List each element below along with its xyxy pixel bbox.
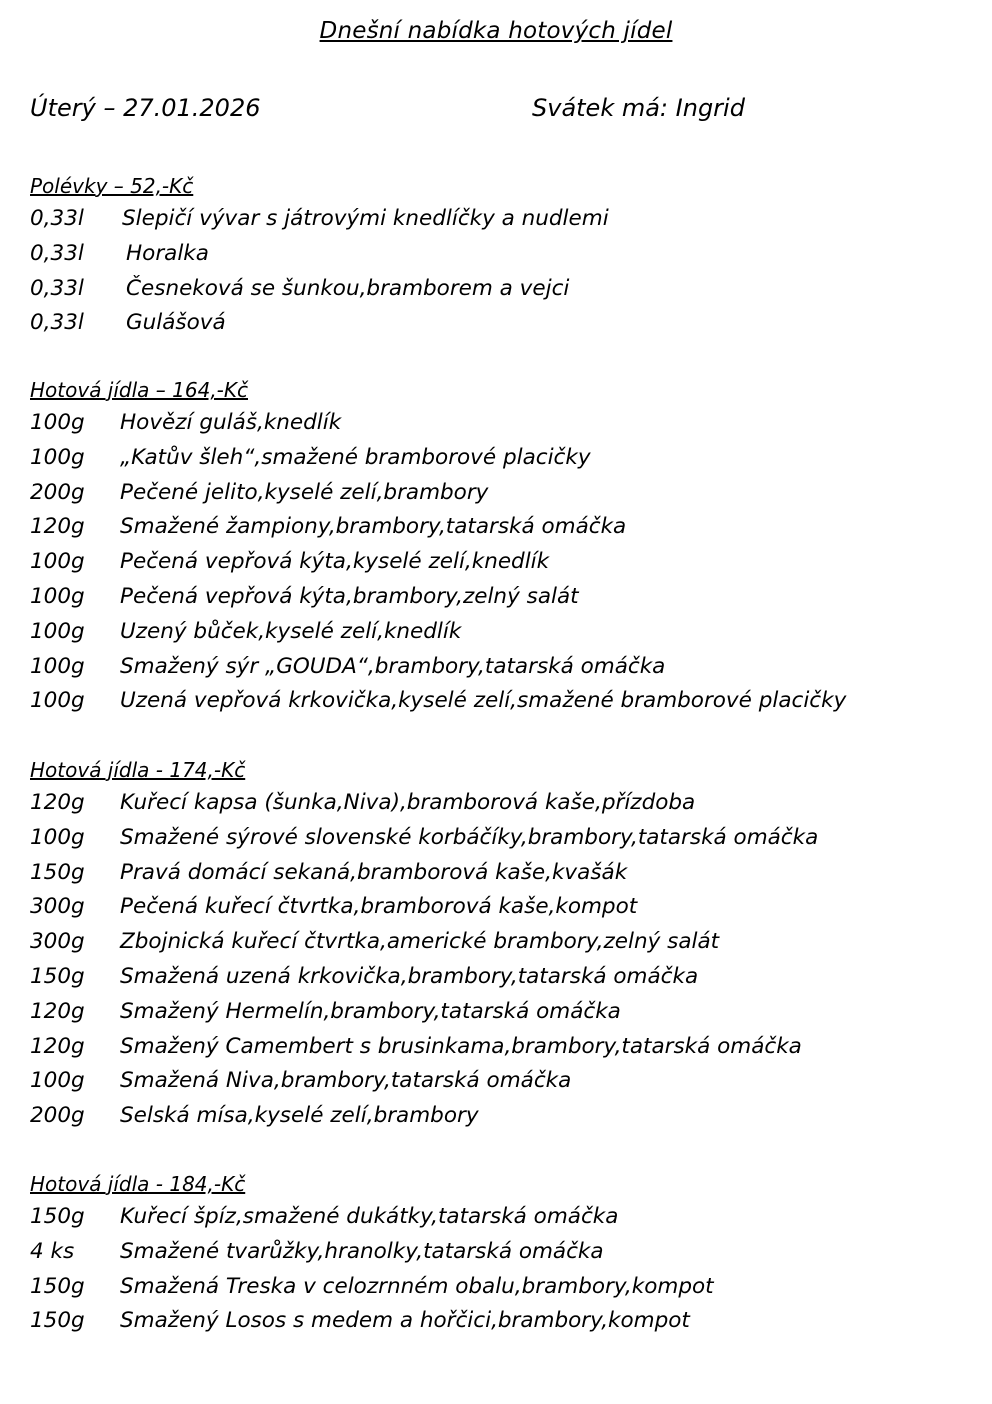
menu-item: [30, 1064, 972, 1099]
section-heading: Polévky – 52,-Kč: [30, 174, 194, 198]
menu-item-quantity: 4 ks: [30, 1238, 75, 1264]
menu-item: [30, 786, 972, 821]
menu-item-dish: Smažený Camembert s brusinkama,brambory,tatarská omáčka: [120, 1033, 802, 1059]
section-heading: Hotová jídla – 164,-Kč: [30, 378, 248, 402]
menu-item: [30, 441, 972, 476]
menu-item-quantity: 0,33l: [30, 275, 84, 301]
menu-item: [30, 1235, 972, 1270]
section-soups: [30, 170, 972, 341]
menu-item-dish: Smažený Hermelín,brambory,tatarská omáčka: [120, 998, 621, 1024]
section-heading: Hotová jídla - 184,-Kč: [30, 1172, 246, 1196]
menu-item-quantity: 150g: [30, 1204, 85, 1229]
menu-item-quantity: 150g: [30, 1273, 85, 1299]
menu-item-quantity: 100g: [30, 653, 85, 679]
menu-item-quantity: 0,33l: [30, 240, 84, 266]
menu-item-dish: Slepičí vývar s játrovými knedlíčky a nudlemi: [122, 206, 609, 231]
menu-item: [30, 272, 972, 307]
menu-item-dish: Uzený bůček,kyselé zelí,knedlík: [120, 618, 462, 644]
menu-item-quantity: 300g: [30, 894, 85, 920]
menu-item: [30, 1030, 972, 1065]
section-meals-174: [30, 754, 972, 1134]
nameday: Svátek má: Ingrid: [532, 94, 745, 122]
menu-item: [30, 1200, 972, 1235]
menu-item: [30, 960, 972, 995]
menu-item-quantity: 150g: [30, 859, 85, 885]
page-title: Dnešní nabídka hotových jídel: [319, 18, 673, 44]
menu-item: [30, 650, 972, 685]
menu-item: [30, 856, 972, 891]
menu-item: [30, 925, 972, 960]
menu-item: [30, 476, 972, 511]
menu-list: [30, 786, 972, 1134]
menu-item-quantity: 100g: [30, 618, 85, 644]
menu-item-dish: Pečená vepřová kýta,brambory,zelný salát: [120, 583, 579, 609]
menu-item-dish: Gulášová: [126, 310, 226, 336]
menu-item-dish: Smažený sýr „GOUDA“,brambory,tatarská omáčka: [120, 653, 666, 679]
menu-item: [30, 995, 972, 1030]
menu-item-dish: Česneková se šunkou,bramborem a vejci: [126, 275, 570, 301]
menu-item: [30, 684, 972, 719]
menu-item-dish: Kuřecí špíz,smažené dukátky,tatarská omáčka: [120, 1204, 619, 1229]
menu-item-dish: Smažená Treska v celozrnném obalu,brambory,kompot: [120, 1273, 714, 1299]
menu-item-quantity: 100g: [30, 1068, 85, 1094]
menu-item-quantity: 200g: [30, 479, 85, 505]
menu-item-quantity: 0,33l: [30, 206, 84, 231]
menu-item: [30, 306, 972, 341]
menu-item: [30, 202, 972, 237]
menu-item-dish: Smažený Losos s medem a hořčici,brambory,kompot: [120, 1308, 690, 1334]
menu-item-dish: Smažená uzená krkovička,brambory,tatarská omáčka: [120, 963, 699, 989]
menu-item-dish: Smažené žampiony,brambory,tatarská omáčka: [120, 514, 627, 540]
menu-item: [30, 406, 972, 441]
menu-item: [30, 1099, 972, 1134]
menu-item: [30, 890, 972, 925]
menu-item-quantity: 100g: [30, 824, 85, 850]
menu-item-dish: Smažené tvarůžky,hranolky,tatarská omáčka: [120, 1238, 604, 1264]
menu-item: [30, 821, 972, 856]
menu-item-quantity: 150g: [30, 1308, 85, 1334]
menu-item-quantity: 150g: [30, 963, 85, 989]
menu-item: [30, 545, 972, 580]
menu-item-dish: Pečené jelito,kyselé zelí,brambory: [120, 479, 489, 505]
day-date: Úterý – 27.01.2026: [30, 94, 261, 122]
menu-item-dish: Horalka: [126, 240, 209, 266]
menu-item-dish: Zbojnická kuřecí čtvrtka,americké brambory,zelný salát: [120, 929, 720, 955]
menu-item-quantity: 120g: [30, 790, 85, 815]
section-meals-164: [30, 374, 972, 719]
menu-item-dish: Kuřecí kapsa (šunka,Niva),bramborová kaše,přízdoba: [120, 790, 696, 815]
menu-item-quantity: 100g: [30, 583, 85, 609]
menu-list: [30, 406, 972, 719]
menu-item-quantity: 100g: [30, 549, 85, 575]
section-heading: Hotová jídla - 174,-Kč: [30, 758, 246, 782]
menu-item-dish: Pravá domácí sekaná,bramborová kaše,kvašák: [120, 859, 628, 885]
menu-item-dish: Pečená vepřová kýta,kyselé zelí,knedlík: [120, 549, 550, 575]
menu-item-dish: Pečená kuřecí čtvrtka,bramborová kaše,kompot: [120, 894, 638, 920]
menu-item: [30, 580, 972, 615]
menu-item-dish: „Katův šleh“,smažené bramborové placičky: [120, 444, 591, 470]
section-meals-184: [30, 1168, 972, 1339]
menu-item-dish: Uzená vepřová krkovička,kyselé zelí,smažené bramborové placičky: [120, 688, 847, 714]
menu-item: [30, 510, 972, 545]
menu-item: [30, 237, 972, 272]
menu-item: [30, 1270, 972, 1305]
menu-item: [30, 615, 972, 650]
menu-item-quantity: 200g: [30, 1103, 85, 1129]
menu-item-dish: Smažená Niva,brambory,tatarská omáčka: [120, 1068, 572, 1094]
menu-item-quantity: 100g: [30, 688, 85, 714]
date-line: [30, 94, 962, 126]
menu-item-dish: Smažené sýrové slovenské korbáčíky,brambory,tatarská omáčka: [120, 824, 819, 850]
menu-list: [30, 1200, 972, 1339]
menu-item-quantity: 120g: [30, 998, 85, 1024]
menu-list: [30, 202, 972, 341]
menu-item-quantity: 300g: [30, 929, 85, 955]
menu-item-quantity: 100g: [30, 410, 85, 435]
menu-item-quantity: 100g: [30, 444, 85, 470]
menu-item-quantity: 120g: [30, 1033, 85, 1059]
menu-item-quantity: 120g: [30, 514, 85, 540]
menu-item-dish: Selská mísa,kyselé zelí,brambory: [120, 1103, 479, 1129]
menu-item-dish: Hovězí guláš,knedlík: [120, 410, 342, 435]
menu-item: [30, 1304, 972, 1339]
menu-item-quantity: 0,33l: [30, 310, 84, 336]
